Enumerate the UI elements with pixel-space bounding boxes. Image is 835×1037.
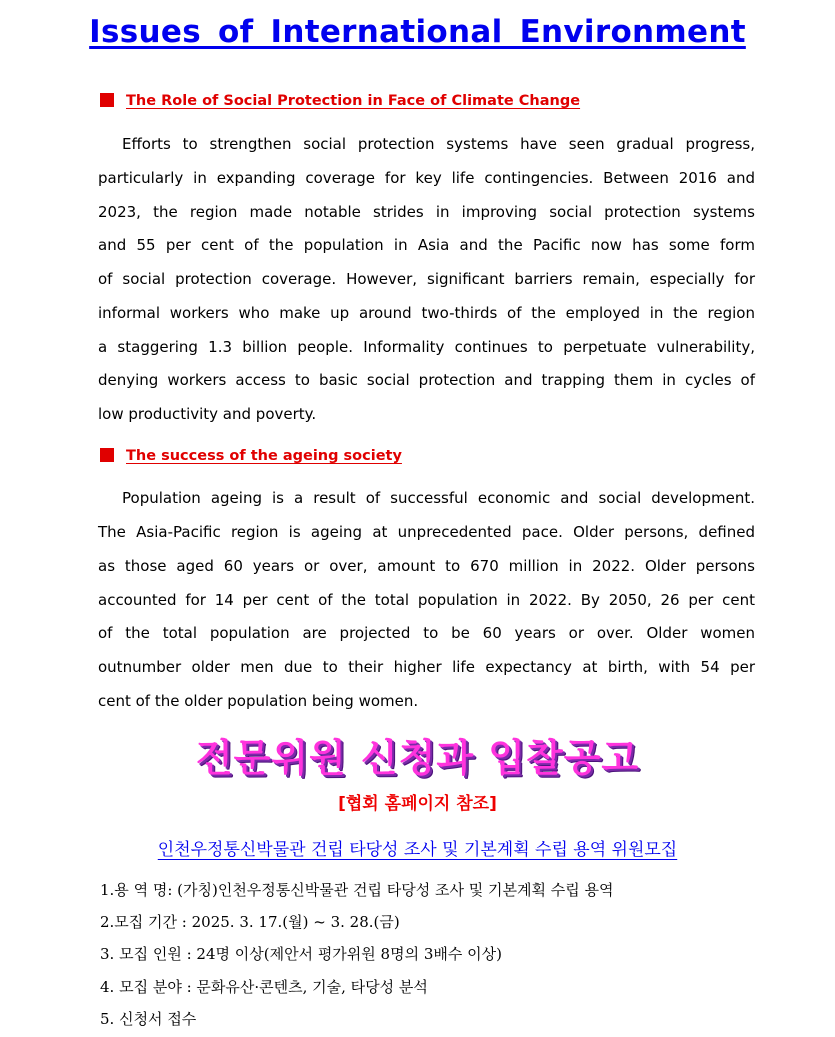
- paragraph-line: The Asia-Pacific region is ageing at unprecedented pace. Older persons, defined: [98, 523, 755, 541]
- paragraph-line: informal workers who make up around two-thirds of the employed in the region: [98, 304, 755, 322]
- notice-item: 1.용 역 명: (가칭)인천우정통신박물관 건립 타당성 조사 및 기본계획 수립 용역: [100, 881, 614, 899]
- paragraph-line: of the total population are projected to be 60 years or over. Older women: [98, 624, 755, 642]
- notice-item: 5. 신청서 접수: [100, 1010, 197, 1028]
- paragraph-line: cent of the older population being women.: [98, 692, 419, 710]
- announcement-banner-subtitle: [협회 홈페이지 참조]: [338, 794, 497, 814]
- section-heading-text: The Role of Social Protection in Face of Climate Change: [126, 93, 581, 109]
- notice-item: 3. 모집 인원 : 24명 이상(제안서 평가위원 8명의 3배수 이상): [100, 945, 502, 963]
- paragraph-line: as those aged 60 years or over, amount to 670 million in 2022. Older persons: [98, 557, 755, 575]
- paragraph-line: outnumber older men due to their higher life expectancy at birth, with 54 per: [98, 658, 755, 676]
- announcement-banner-title: 전문위원 신청과 입찰공고: [195, 736, 640, 780]
- paragraph-line: low productivity and poverty.: [98, 405, 317, 423]
- section-heading-text: The success of the ageing society: [126, 448, 402, 464]
- red-square-bullet-icon: [100, 448, 114, 462]
- paragraph-line: a staggering 1.3 billion people. Informality continues to perpetuate vulnerability,: [98, 338, 755, 356]
- paragraph-line: denying workers access to basic social protection and trapping them in cycles of: [98, 371, 755, 389]
- notice-item: 2.모집 기간 : 2025. 3. 17.(월) ~ 3. 28.(금): [100, 913, 400, 931]
- paragraph-line: accounted for 14 per cent of the total population in 2022. By 2050, 26 per cent: [98, 591, 755, 609]
- section-heading-social-protection: [100, 90, 580, 112]
- paragraph-line: of social protection coverage. However, significant barriers remain, especially for: [98, 270, 755, 288]
- paragraph-line: particularly in expanding coverage for key life contingencies. Between 2016 and: [98, 169, 755, 187]
- paragraph-line: 2023, the region made notable strides in improving social protection systems: [98, 203, 755, 221]
- paragraph-line: Population ageing is a result of successful economic and social development.: [122, 489, 755, 507]
- paragraph-line: Efforts to strengthen social protection systems have seen gradual progress,: [122, 135, 755, 153]
- section-heading-ageing-society: [100, 445, 402, 467]
- notice-item: 4. 모집 분야 : 문화유산·콘텐츠, 기술, 타당성 분석: [100, 978, 428, 996]
- page-title: Issues of International Environment: [89, 14, 746, 50]
- recruitment-notice-title: 인천우정통신박물관 건립 타당성 조사 및 기본계획 수립 용역 위원모집: [157, 840, 678, 860]
- red-square-bullet-icon: [100, 93, 114, 107]
- paragraph-line: and 55 per cent of the population in Asia and the Pacific now has some form: [98, 236, 755, 254]
